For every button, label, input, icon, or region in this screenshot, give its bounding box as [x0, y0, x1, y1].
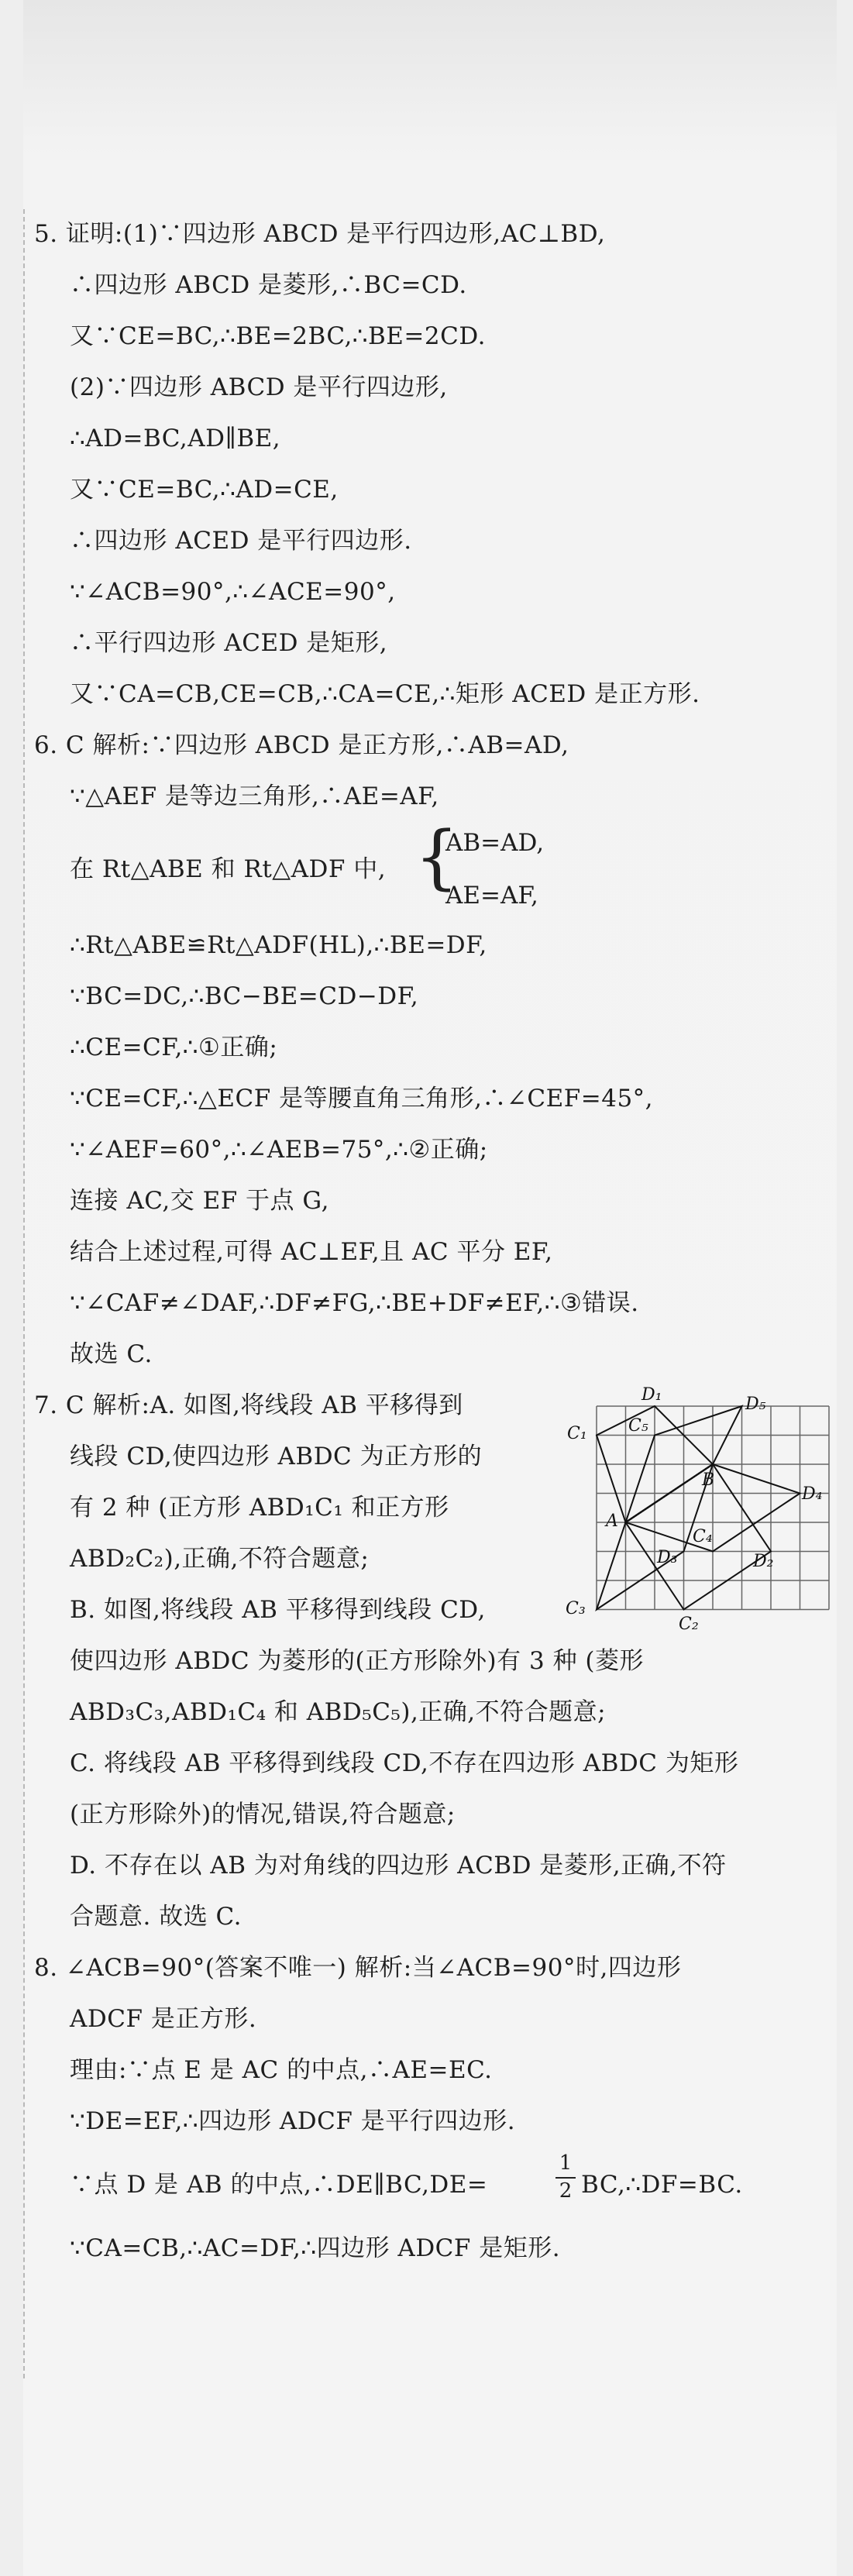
q7-line-11: 合题意. 故选 C. [70, 1903, 242, 1931]
label-c4: C₄ [693, 1527, 713, 1546]
label-a: A [606, 1512, 618, 1531]
q6-system-eq-1: AB=AD, [445, 829, 545, 857]
q5-line-4: (2)∵四边形 ABCD 是平行四边形, [70, 373, 448, 401]
q7-line-3: 有 2 种 (正方形 ABD₁C₁ 和正方形 [70, 1494, 449, 1522]
answer-page [23, 0, 837, 2576]
q5-line-9: ∴平行四边形 ACED 是矩形, [70, 629, 388, 657]
q7-line-8: C. 将线段 AB 平移得到线段 CD,不存在四边形 ABDC 为矩形 [70, 1749, 739, 1777]
q5-line-8: ∵∠ACB=90°,∴∠ACE=90°, [70, 578, 396, 606]
q7-line-4: ABD₂C₂),正确,不符合题意; [70, 1545, 370, 1573]
brace-symbol: { [414, 817, 459, 898]
q8-line-1: 8. ∠ACB=90°(答案不唯一) 解析:当∠ACB=90°时,四边形 [34, 1954, 682, 1982]
q6-line-8: 连接 AC,交 EF 于点 G, [70, 1187, 329, 1215]
label-b: B [702, 1470, 715, 1490]
label-c1: C₁ [567, 1424, 587, 1443]
q6-line-10: ∵∠CAF≠∠DAF,∴DF≠FG,∴BE+DF≠EF,∴③错误. [70, 1289, 639, 1317]
q5-line-1: 5. 证明:(1)∵四边形 ABCD 是平行四边形,AC⊥BD, [34, 220, 606, 248]
q5-line-2: ∴四边形 ABCD 是菱形,∴BC=CD. [70, 271, 467, 299]
q6-line-3: ∴Rt△ABE≌Rt△ADF(HL),∴BE=DF, [70, 931, 487, 959]
q7-line-9: (正方形除外)的情况,错误,符合题意; [70, 1800, 456, 1828]
q7-grid-figure [550, 1383, 837, 1639]
label-d4: D₄ [802, 1484, 823, 1504]
q5-line-7: ∴四边形 ACED 是平行四边形. [70, 527, 412, 555]
label-d5: D₅ [745, 1395, 766, 1414]
q8-line-3: 理由:∵点 E 是 AC 的中点,∴AE=EC. [70, 2056, 493, 2084]
q5-line-5: ∴AD=BC,AD∥BE, [70, 425, 281, 452]
q7-line-5: B. 如图,将线段 AB 平移得到线段 CD, [70, 1596, 486, 1624]
label-d1: D₁ [641, 1385, 662, 1405]
fraction-numerator: 1 [559, 2151, 573, 2175]
q8-line-4: ∵DE=EF,∴四边形 ADCF 是平行四边形. [70, 2107, 516, 2135]
grid-lines [597, 1406, 829, 1610]
q7-line-6: 使四边形 ABDC 为菱形的(正方形除外)有 3 种 (菱形 [70, 1647, 645, 1675]
q5-line-10: 又∵CA=CB,CE=CB,∴CA=CE,∴矩形 ACED 是正方形. [70, 680, 700, 708]
q6-system-prefix: 在 Rt△ABE 和 Rt△ADF 中, [70, 855, 387, 883]
q8-line-5-suffix: BC,∴DF=BC. [581, 2171, 743, 2199]
fraction-bar [555, 2177, 576, 2179]
q7-line-7: ABD₃C₃,ABD₁C₄ 和 ABD₅C₅),正确,不符合题意; [70, 1698, 607, 1726]
q6-line-4: ∵BC=DC,∴BC−BE=CD−DF, [70, 982, 419, 1010]
q6-line-7: ∵∠AEF=60°,∴∠AEB=75°,∴②正确; [70, 1136, 488, 1164]
label-d2: D₂ [753, 1552, 774, 1571]
q8-line-5-prefix: ∵点 D 是 AB 的中点,∴DE∥BC,DE= [70, 2171, 488, 2199]
q6-line-11: 故选 C. [70, 1340, 153, 1368]
q8-line-6: ∵CA=CB,∴AC=DF,∴四边形 ADCF 是矩形. [70, 2234, 561, 2262]
construction-lines [597, 1406, 800, 1610]
q6-line-5: ∴CE=CF,∴①正确; [70, 1033, 278, 1061]
label-c5: C₅ [628, 1416, 648, 1436]
fraction-denominator: 2 [559, 2179, 573, 2203]
q6-line-1: 6. C 解析:∵四边形 ABCD 是正方形,∴AB=AD, [34, 731, 569, 759]
label-c2: C₂ [679, 1615, 699, 1634]
q6-line-6: ∵CE=CF,∴△ECF 是等腰直角三角形,∴∠CEF=45°, [70, 1085, 654, 1113]
q8-line-2: ADCF 是正方形. [70, 2005, 257, 2033]
label-d3: D₃ [657, 1548, 678, 1567]
q5-line-6: 又∵CE=BC,∴AD=CE, [70, 476, 339, 504]
margin-rule [23, 209, 25, 2378]
q6-system-eq-2: AE=AF, [445, 882, 538, 910]
q7-line-2: 线段 CD,使四边形 ABDC 为正方形的 [70, 1443, 483, 1470]
q6-line-9: 结合上述过程,可得 AC⊥EF,且 AC 平分 EF, [70, 1238, 553, 1266]
q7-line-10: D. 不存在以 AB 为对角线的四边形 ACBD 是菱形,正确,不符 [70, 1852, 727, 1880]
label-c3: C₃ [566, 1599, 586, 1618]
q5-line-3: 又∵CE=BC,∴BE=2BC,∴BE=2CD. [70, 322, 486, 350]
q7-line-1: 7. C 解析:A. 如图,将线段 AB 平移得到 [34, 1391, 463, 1419]
q6-line-2: ∵△AEF 是等边三角形,∴AE=AF, [70, 782, 439, 810]
